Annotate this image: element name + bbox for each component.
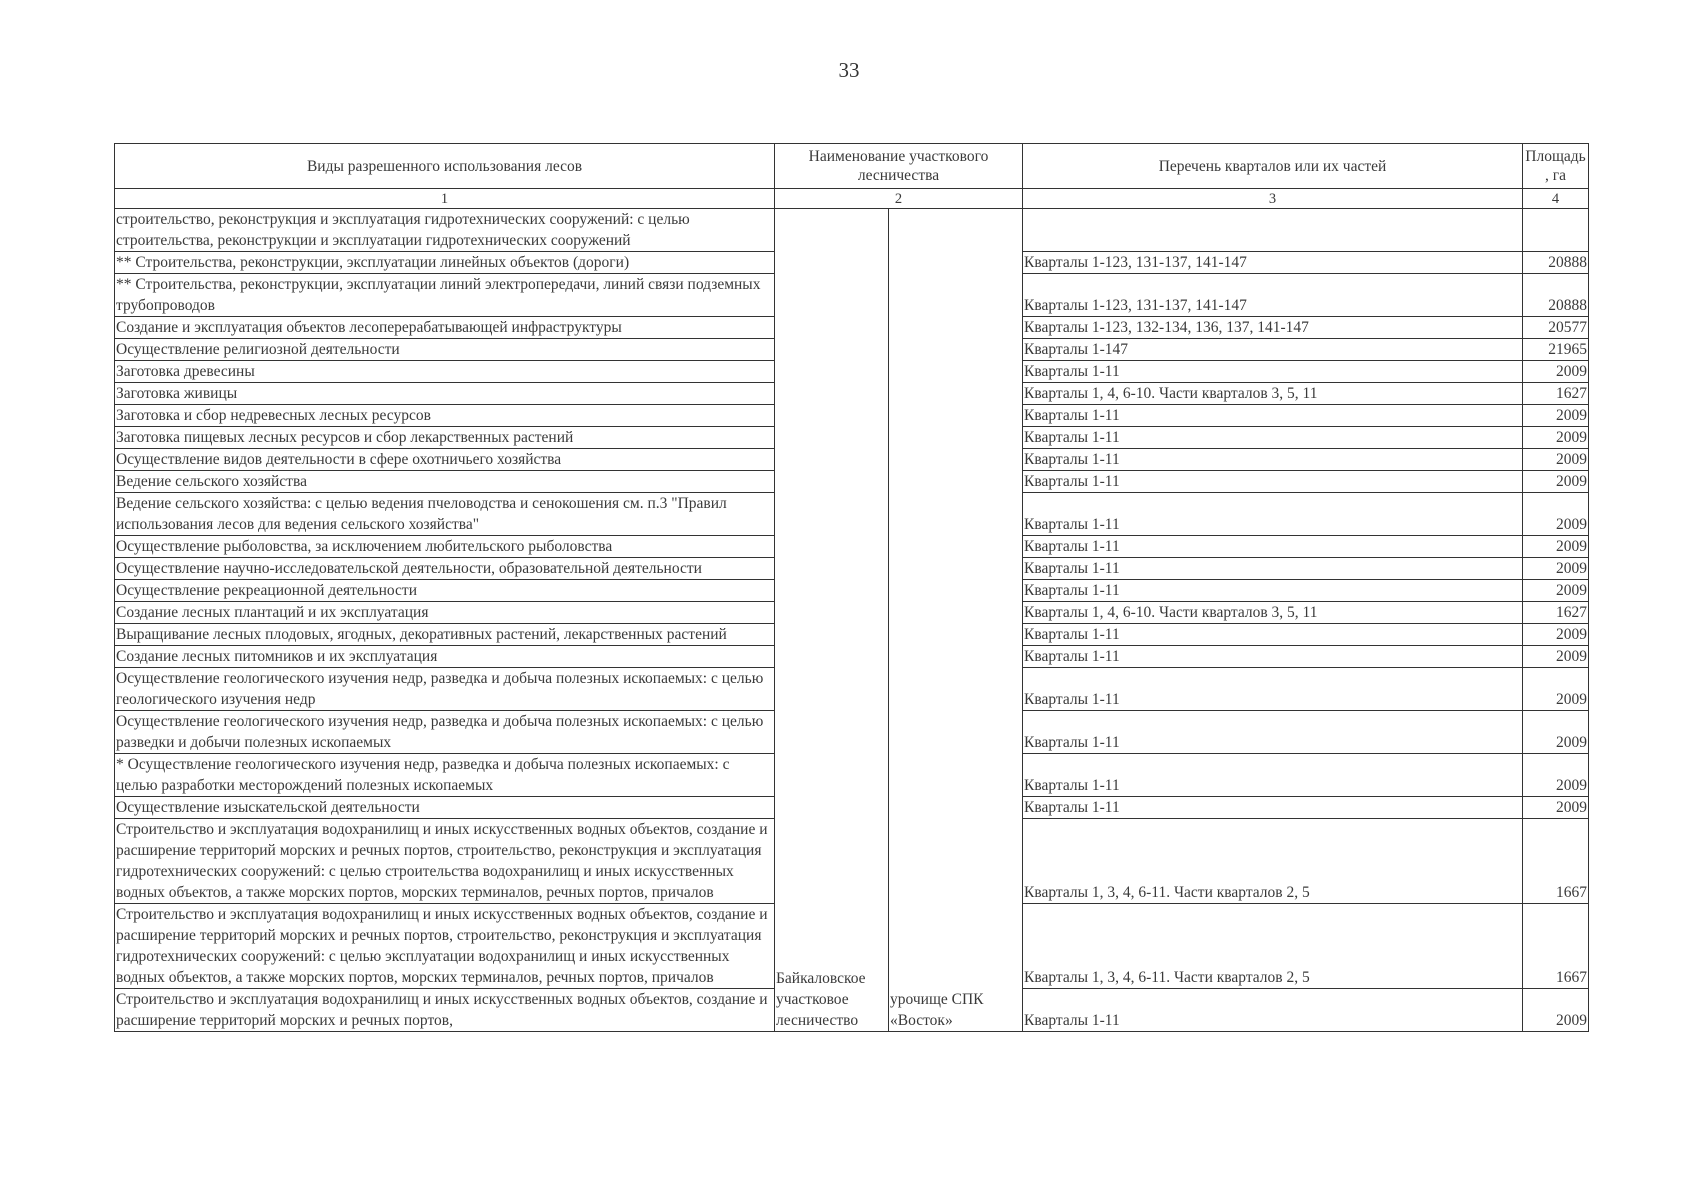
quarters-cell: Кварталы 1, 4, 6-10. Части кварталов 3, 5, 11 xyxy=(1023,383,1523,405)
use-type-cell: Ведение сельского хозяйства xyxy=(115,471,775,493)
quarters-cell: Кварталы 1-11 xyxy=(1023,361,1523,383)
use-type-cell: Осуществление геологического изучения недр, разведка и добыча полезных ископаемых: с целью разведки и добычи полезных ископаемых xyxy=(115,711,775,754)
column-number: 2 xyxy=(775,189,1023,209)
column-number: 4 xyxy=(1523,189,1589,209)
table-body xyxy=(115,209,1589,1032)
column-numbers-row xyxy=(115,189,1589,209)
use-type-cell: Строительство и эксплуатация водохранилищ и иных искусственных водных объектов, создание и расширение территорий морских и речных портов, строительство, реконструкция и эксплуатация гидротехнических сооружений: с целью строительства водохранилищ и иных искусственных водных объектов, а также морских портов, морских терминалов, речных портов, причалов xyxy=(115,819,775,904)
use-type-cell: Создание и эксплуатация объектов лесоперерабатывающей инфраструктуры xyxy=(115,317,775,339)
use-type-cell: Заготовка живицы xyxy=(115,383,775,405)
quarters-cell: Кварталы 1-11 xyxy=(1023,580,1523,602)
area-cell: 1667 xyxy=(1523,819,1589,904)
quarters-cell: Кварталы 1-11 xyxy=(1023,668,1523,711)
use-type-cell: Осуществление видов деятельности в сфере охотничьего хозяйства xyxy=(115,449,775,471)
quarters-cell: Кварталы 1-11 xyxy=(1023,558,1523,580)
table-row xyxy=(115,209,1589,252)
area-cell: 2009 xyxy=(1523,646,1589,668)
use-type-cell: Заготовка и сбор недревесных лесных ресурсов xyxy=(115,405,775,427)
quarters-cell: Кварталы 1-123, 132-134, 136, 137, 141-147 xyxy=(1023,317,1523,339)
area-cell: 2009 xyxy=(1523,536,1589,558)
use-type-cell: Ведение сельского хозяйства: с целью ведения пчеловодства и сенокошения см. п.3 "Правил использования лесов для ведения сельского хозяйства" xyxy=(115,493,775,536)
tract-name-cell: урочище СПК «Восток» xyxy=(889,209,1023,1032)
area-cell: 2009 xyxy=(1523,558,1589,580)
use-type-cell: Создание лесных питомников и их эксплуатация xyxy=(115,646,775,668)
area-cell: 2009 xyxy=(1523,361,1589,383)
area-cell: 1627 xyxy=(1523,383,1589,405)
table-header-row xyxy=(115,144,1589,189)
use-type-cell: Осуществление религиозной деятельности xyxy=(115,339,775,361)
header-forestry-name: Наименование участкового лесничества xyxy=(775,144,1023,189)
area-cell: 2009 xyxy=(1523,989,1589,1032)
quarters-cell: Кварталы 1-11 xyxy=(1023,989,1523,1032)
quarters-cell: Кварталы 1-11 xyxy=(1023,797,1523,819)
quarters-cell: Кварталы 1-11 xyxy=(1023,471,1523,493)
area-cell: 2009 xyxy=(1523,405,1589,427)
use-type-cell: * Осуществление геологического изучения недр, разведка и добыча полезных ископаемых: с целью разработки месторождений полезных ископаемых xyxy=(115,754,775,797)
area-cell: 1627 xyxy=(1523,602,1589,624)
header-use-types: Виды разрешенного использования лесов xyxy=(115,144,775,189)
area-cell: 20577 xyxy=(1523,317,1589,339)
quarters-cell: Кварталы 1-123, 131-137, 141-147 xyxy=(1023,252,1523,274)
area-cell: 2009 xyxy=(1523,471,1589,493)
use-type-cell: Строительство и эксплуатация водохранилищ и иных искусственных водных объектов, создание и расширение территорий морских и речных портов, xyxy=(115,989,775,1032)
area-cell: 2009 xyxy=(1523,668,1589,711)
use-type-cell: Осуществление геологического изучения недр, разведка и добыча полезных ископаемых: с целью геологического изучения недр xyxy=(115,668,775,711)
use-type-cell: Строительство и эксплуатация водохранилищ и иных искусственных водных объектов, создание и расширение территорий морских и речных портов, строительство, реконструкция и эксплуатация гидротехнических сооружений: с целью эксплуатации водохранилищ и иных искусственных водных объектов, а также морских портов, морских терминалов, речных портов, причалов xyxy=(115,904,775,989)
area-cell: 2009 xyxy=(1523,449,1589,471)
use-type-cell: Заготовка древесины xyxy=(115,361,775,383)
quarters-cell: Кварталы 1-147 xyxy=(1023,339,1523,361)
area-cell: 20888 xyxy=(1523,274,1589,317)
forestry-name-cell: Байкаловское участковое лесничество xyxy=(775,209,889,1032)
quarters-cell: Кварталы 1, 3, 4, 6-11. Части кварталов 2, 5 xyxy=(1023,819,1523,904)
quarters-cell: Кварталы 1-11 xyxy=(1023,624,1523,646)
use-type-cell: Заготовка пищевых лесных ресурсов и сбор лекарственных растений xyxy=(115,427,775,449)
quarters-cell xyxy=(1023,209,1523,252)
column-number: 1 xyxy=(115,189,775,209)
use-type-cell: Осуществление рыболовства, за исключением любительского рыболовства xyxy=(115,536,775,558)
use-type-cell: Осуществление научно-исследовательской деятельности, образовательной деятельности xyxy=(115,558,775,580)
quarters-cell: Кварталы 1-11 xyxy=(1023,754,1523,797)
area-cell: 21965 xyxy=(1523,339,1589,361)
quarters-cell: Кварталы 1, 4, 6-10. Части кварталов 3, 5, 11 xyxy=(1023,602,1523,624)
use-type-cell: Создание лесных плантаций и их эксплуатация xyxy=(115,602,775,624)
area-cell: 2009 xyxy=(1523,493,1589,536)
header-quarters-list: Перечень кварталов или их частей xyxy=(1023,144,1523,189)
use-type-cell: ** Строительства, реконструкции, эксплуатации линий электропередачи, линий связи подземных трубопроводов xyxy=(115,274,775,317)
quarters-cell: Кварталы 1-11 xyxy=(1023,405,1523,427)
page-number: 33 xyxy=(838,58,860,82)
quarters-cell: Кварталы 1-11 xyxy=(1023,449,1523,471)
area-cell: 2009 xyxy=(1523,711,1589,754)
area-cell: 20888 xyxy=(1523,252,1589,274)
use-type-cell: Выращивание лесных плодовых, ягодных, декоративных растений, лекарственных растений xyxy=(115,624,775,646)
area-cell: 2009 xyxy=(1523,624,1589,646)
use-type-cell: Осуществление изыскательской деятельности xyxy=(115,797,775,819)
area-cell: 1667 xyxy=(1523,904,1589,989)
area-cell xyxy=(1523,209,1589,252)
quarters-cell: Кварталы 1-11 xyxy=(1023,493,1523,536)
area-cell: 2009 xyxy=(1523,797,1589,819)
quarters-cell: Кварталы 1-11 xyxy=(1023,536,1523,558)
quarters-cell: Кварталы 1-11 xyxy=(1023,711,1523,754)
forest-use-table xyxy=(114,143,1589,1032)
quarters-cell: Кварталы 1-11 xyxy=(1023,427,1523,449)
use-type-cell: строительство, реконструкция и эксплуатация гидротехнических сооружений: с целью строительства, реконструкции и эксплуатации гидротехнических сооружений xyxy=(115,209,775,252)
quarters-cell: Кварталы 1-11 xyxy=(1023,646,1523,668)
quarters-cell: Кварталы 1-123, 131-137, 141-147 xyxy=(1023,274,1523,317)
column-number: 3 xyxy=(1023,189,1523,209)
use-type-cell: ** Строительства, реконструкции, эксплуатации линейных объектов (дороги) xyxy=(115,252,775,274)
area-cell: 2009 xyxy=(1523,427,1589,449)
area-cell: 2009 xyxy=(1523,754,1589,797)
header-area: Площадь, га xyxy=(1523,144,1589,189)
area-cell: 2009 xyxy=(1523,580,1589,602)
use-type-cell: Осуществление рекреационной деятельности xyxy=(115,580,775,602)
quarters-cell: Кварталы 1, 3, 4, 6-11. Части кварталов 2, 5 xyxy=(1023,904,1523,989)
